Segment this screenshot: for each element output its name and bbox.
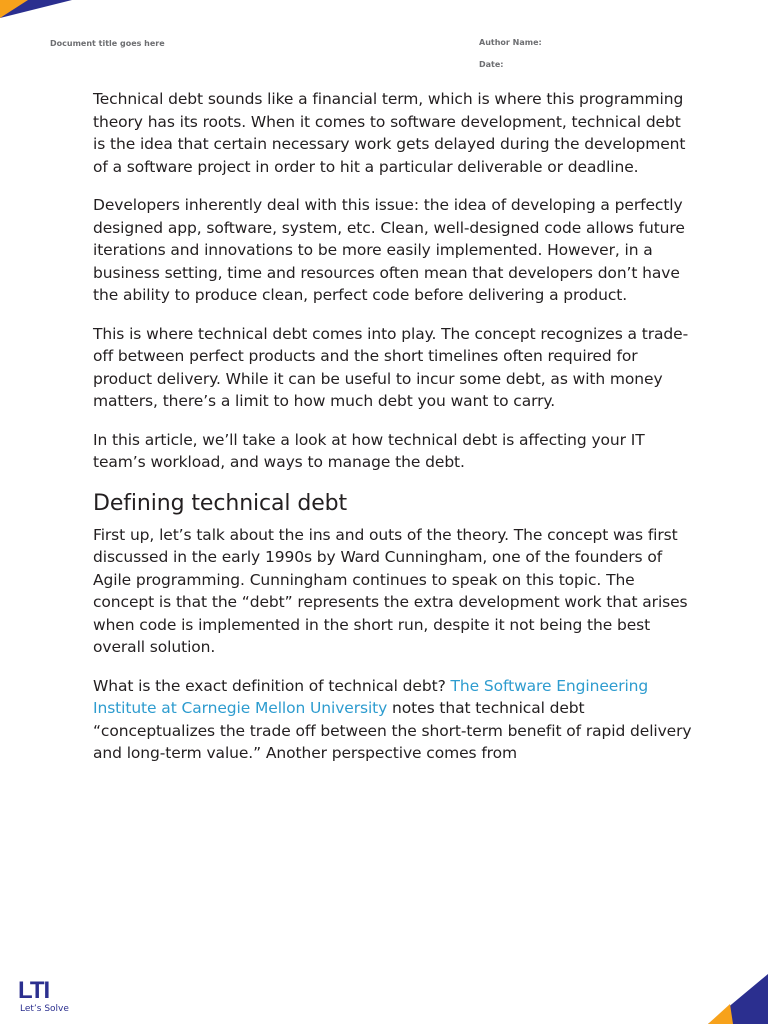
logo-tagline: Let’s Solve: [20, 1004, 69, 1014]
paragraph-4: In this article, we’ll take a look at how technical debt is affecting your IT team’s workload, and ways to manage the debt.: [93, 430, 645, 471]
article-body: [93, 88, 693, 781]
paragraph-5: First up, let’s talk about the ins and outs of the theory. The concept was first discussed in the early 1990s by Ward Cunningham, one of the founders of Agile programming. Cunningham continues to speak on this topic. The concept is that the “debt” represents the extra development work that arises when code is implemented in the short run, despite it not being the best overall solution.: [93, 525, 688, 656]
paragraph-2: Developers inherently deal with this issue: the idea of developing a perfectly designed app, software, system, etc. Clean, well-designed code allows future iterations and innovations to be more easily implemented. However, in a business setting, time and resources often mean that developers don’t have the ability to produce clean, perfect code before delivering a product.: [93, 196, 685, 304]
paragraph-1: Technical debt sounds like a financial term, which is where this programming theory has its roots. When it comes to software development, technical debt is the idea that certain necessary work gets delayed during the development of a software project in order to hit a particular deliverable or deadline.: [93, 90, 686, 176]
logo-text: LTI: [18, 978, 50, 1002]
paragraph-3: This is where technical debt comes into play. The concept recognizes a trade-off between perfect products and the short timelines often required for product delivery. While it can be useful to incur some debt, as with money matters, there’s a limit to how much debt you want to carry.: [93, 324, 689, 410]
paragraph-6-text-end: notes that technical debt “conceptualizes the trade off between the short-term benefit of rapid delivery and long-term value.” Another perspective comes from: [93, 699, 692, 762]
section-heading: Defining technical debt: [93, 490, 348, 516]
document-title: Document title goes here: [50, 39, 165, 48]
date-label: Date:: [479, 60, 504, 69]
paragraph-6-text-start: What is the exact definition of technical debt?: [93, 676, 451, 695]
sei-cmu-link[interactable]: The Software Engineering Institute at Carnegie Mellon University: [93, 676, 649, 717]
corner-decoration-bottom: [708, 974, 768, 1024]
paragraph-6: [93, 675, 693, 765]
author-name-label: Author Name:: [479, 38, 542, 47]
corner-decoration-top: [0, 0, 72, 20]
lti-logo: [18, 978, 60, 1002]
